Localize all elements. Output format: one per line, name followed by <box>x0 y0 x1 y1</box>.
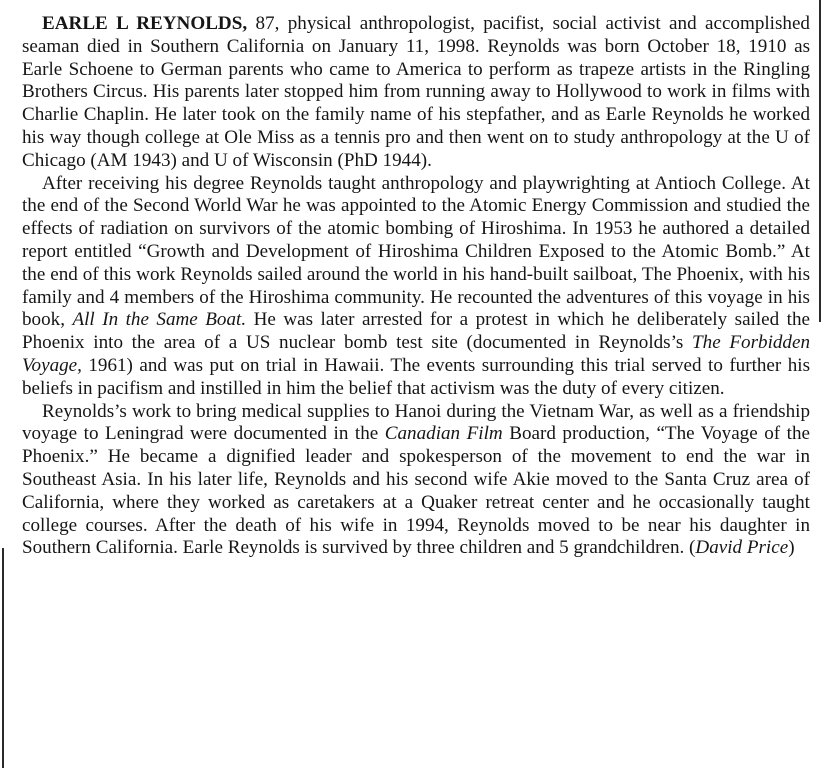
subject-name: EARLE L REYNOLDS, <box>42 13 248 34</box>
film-board-name: Canadian Film <box>384 423 503 445</box>
paragraph-3-text-1: Reynolds’s work to bring medical supplies to Hanoi during the Vietnam War, as well as a friendship voyage to Leningrad were documented in the <box>22 400 810 445</box>
column-rule-right <box>819 0 821 322</box>
paragraph-1-text: 87, physical anthropologist, pacifist, social activist and accomplished seaman died in Southern California on January 11, 1998. Reynolds was born October 18, 1910 as Earle Schoene to German parents who came to America to perform as trapeze artists in the Ringling Brothers Circus. His parents later stopped him from running away to Hollywood to work in films with Charlie Chaplin. He later took on the family name of his stepfather, and as Earle Reynolds he worked his way though college at Ole Miss as a tennis pro and then went on to study anthropology at the U of Chicago (AM 1943) and U of Wisconsin (PhD 1944). <box>22 13 810 171</box>
paragraph-1 <box>22 13 810 173</box>
paragraph-2-text-1: After receiving his degree Reynolds taught anthropology and playwrighting at Antioch College. At the end of the Second World War he was appointed to the Atomic Energy Commission and studied the effects of radiation on survivors of the atomic bombing of Hiroshima. In 1953 he authored a detailed report entitled “Growth and Development of Hiroshima Children Exposed to the Atomic Bomb.” At the end of this work Reynolds sailed around the world in his hand-built sailboat, The Phoenix, with his family and 4 members of the Hiroshima community. He recounted the adventures of this voyage in his book, <box>22 172 810 331</box>
paragraph-2-text-2: He was later arrested for a protest in which he deliberately sailed the Phoenix into the area of a US nuclear bomb test site (documented in Reynolds’s <box>22 309 810 354</box>
paragraph-3 <box>22 401 810 561</box>
paragraph-2-text-3: 1961) and was put on trial in Hawaii. The events surrounding this trial served to further his beliefs in pacifism and instilled in him the belief that activism was the duty of every citizen. <box>22 354 810 399</box>
obituary-article <box>22 13 810 560</box>
paragraph-3-text-2: Board production, “The Voyage of the Phoenix.” He became a dignified leader and spokesperson of the movement to end the war in Southeast Asia. In his later life, Reynolds and his second wife Akie moved to the Santa Cruz area of California, where they worked as caretakers at a Quaker retreat center and he occasionally taught college courses. After the death of his wife in 1994, Reynolds moved to be near his daughter in Southern California. Earle Reynolds is survived by three children and 5 grandchildren. ( <box>22 423 810 559</box>
author-credit: David Price <box>695 537 789 559</box>
book-title-forbidden-voyage: The Forbidden Voyage, <box>22 332 810 376</box>
column-rule-left <box>2 548 4 768</box>
closing-paren: ) <box>788 537 795 559</box>
paragraph-2 <box>22 173 810 401</box>
book-title-same-boat: All In the Same Boat. <box>72 309 247 331</box>
